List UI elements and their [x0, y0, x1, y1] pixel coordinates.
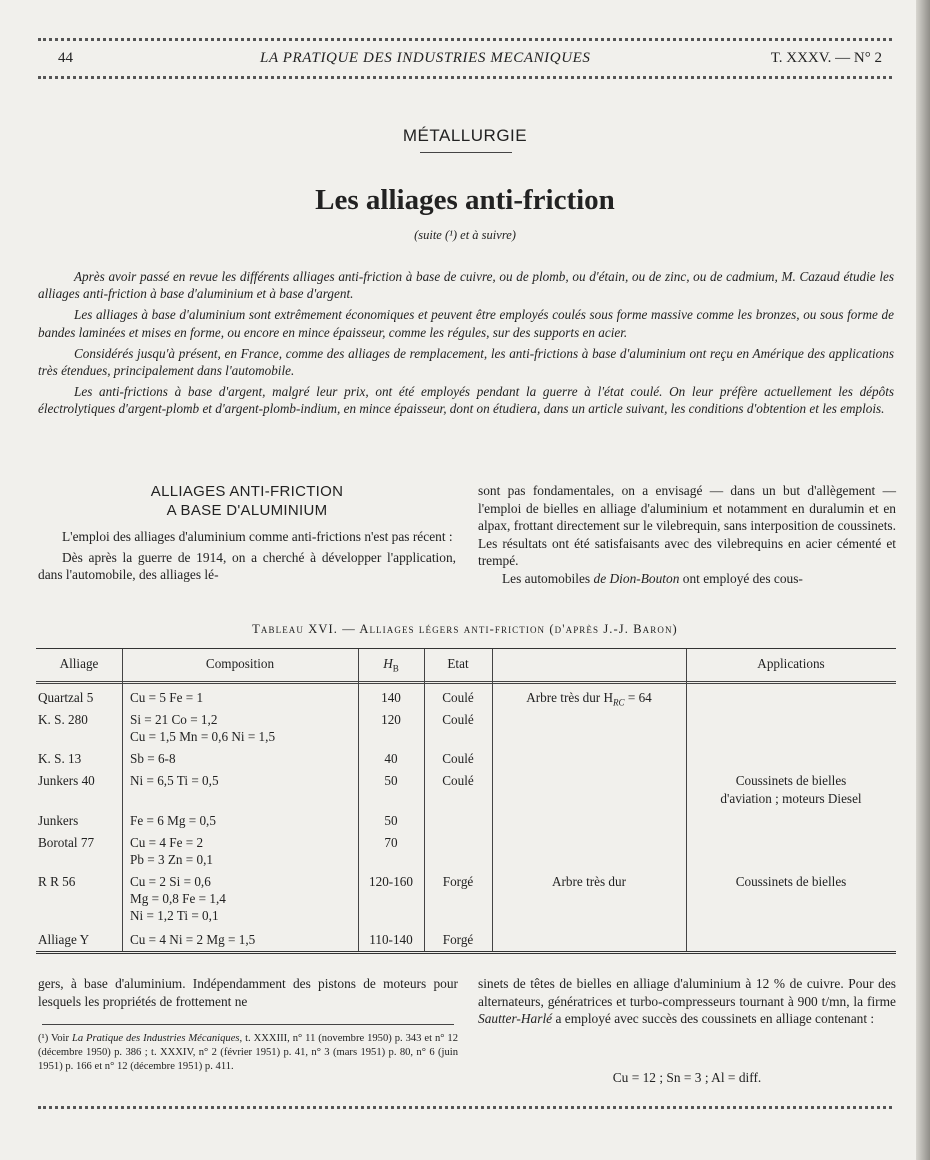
subsection-heading-line2: A BASE D'ALUMINIUM: [166, 502, 328, 519]
abstract-paragraph: Considérés jusqu'à présent, en France, comme des alliages de remplacement, les anti-frictions à base d'aluminium ont reçu en Amérique des applications très étendues, principalement dans l'automobile.: [38, 345, 894, 379]
right-column: [478, 482, 896, 587]
cell-composition: Sb = 6-8: [130, 751, 176, 766]
header-top-rule: [38, 38, 892, 41]
cell-alliage: Junkers 40: [38, 773, 95, 788]
cell-applications: Coussinets de bielles: [735, 874, 847, 889]
properties-subscript: RC: [613, 697, 625, 708]
abstract-paragraph: Après avoir passé en revue les différents alliages anti-friction à base de cuivre, ou de plomb, ou d'étain, ou de zinc, ou de cadmium, M. Cazaud étudie les alliages anti-friction à base d'aluminium et à base d'argent.: [38, 269, 894, 302]
cell-alliage: Junkers: [38, 813, 79, 828]
left-column: [38, 482, 456, 584]
text-run: ont employé des cous-: [679, 570, 803, 586]
header-bottom-rule: [38, 76, 892, 79]
cell-applications: Coussinets de bielles: [735, 773, 847, 788]
cell-composition: Pb = 3 Zn = 0,1: [130, 852, 214, 867]
footer-rule: [38, 1106, 892, 1109]
section-heading: MÉTALLURGIE: [402, 126, 528, 145]
article-subtitle: (suite (¹) et à suivre): [414, 228, 516, 242]
column-divider: [122, 649, 123, 951]
subsection-heading: [38, 482, 456, 520]
header-composition: Composition: [205, 656, 275, 671]
hardness-subscript: B: [392, 663, 399, 674]
cell-hardness: 50: [384, 773, 398, 788]
alloy-formula: Cu = 12 ; Sn = 3 ; Al = diff.: [612, 1070, 762, 1085]
cell-composition: Cu = 5 Fe = 1: [130, 690, 204, 705]
cell-etat: Coulé: [442, 773, 474, 788]
alloys-table: [36, 648, 896, 954]
abstract-paragraph: Les alliages à base d'aluminium sont extrêmement économiques et peuvent être employés coulés sous forme massive comme les bronzes, ou sous forme de bandes laminées et mises en forme, ou encore en mince épaisseur, comme les régules, sur des supports en acier.: [38, 307, 894, 340]
body-paragraph: Dès après la guerre de 1914, on a cherché à développer l'application, dans l'automobile, des alliages lé-: [38, 549, 456, 582]
properties-text: Arbre très dur H: [526, 690, 614, 705]
cell-alliage: K. S. 280: [38, 712, 88, 727]
cell-etat: Coulé: [442, 712, 474, 727]
text-run: Les automobiles: [502, 570, 594, 586]
firm-name: Sautter-Harlé: [478, 1011, 553, 1026]
cell-hardness: 40: [384, 751, 398, 766]
cell-composition: Cu = 4 Ni = 2 Mg = 1,5: [130, 932, 256, 947]
page-number: 44: [58, 50, 73, 66]
cell-alliage: Alliage Y: [38, 932, 90, 947]
body-paragraph: sont pas fondamentales, on a envisagé — dans un but d'allègement — l'emploi de bielles en alliage d'aluminium et notamment en duralumin et en alpax, frottant directement sur le vilebrequin, sans interposition de coussinets. Les résultats ont été satisfaisants avec des vilebrequins en acier cémenté et trempé.: [478, 483, 896, 568]
footnote-text: , t. XXXIII, n° 11 (novembre 1950) p. 343 et n° 12 (décembre 1950) p. 386 ; t. XXXIV, n° 2 (février 1951) p. 41, n° 3 (mars 1951) p. 80, n° 6 (juin 1951) p. 166 et n° 12 (décembre 1951) p. 411.: [38, 1033, 458, 1072]
cell-alliage: R R 56: [38, 874, 76, 889]
cell-hardness: 120-160: [369, 874, 413, 889]
cell-composition: Fe = 6 Mg = 0,5: [130, 813, 216, 828]
article-title: Les alliages anti-friction: [315, 184, 615, 216]
cell-composition: Mg = 0,8 Fe = 1,4: [130, 891, 226, 906]
cell-hardness: 50: [384, 813, 398, 828]
cell-composition: Ni = 6,5 Ti = 0,5: [130, 773, 219, 788]
table-caption: Tableau XVI. — Alliages légers anti-friction (d'après J.-J. Baron): [252, 622, 678, 636]
header-etat: Etat: [447, 656, 469, 671]
cell-properties: Arbre très dur: [552, 874, 626, 889]
text-run: sinets de têtes de bielles en alliage d'aluminium à 12 % de cuivre. Pour des alternateurs, génératrices et turbo-compresseurs tournant à 900 t/mn, la firme: [478, 976, 896, 1009]
cell-etat: Coulé: [442, 690, 474, 705]
footnote-rule: [42, 1024, 454, 1025]
brand-name: de Dion-Bouton: [593, 570, 680, 586]
footnote-journal: La Pratique des Industries Mécaniques: [71, 1033, 240, 1044]
cell-alliage: K. S. 13: [38, 751, 82, 766]
cell-hardness: 70: [384, 835, 398, 850]
body-paragraph: [478, 570, 896, 588]
cell-alliage: Borotal 77: [38, 835, 95, 850]
page-edge-shadow: [916, 0, 930, 1160]
cell-composition: Si = 21 Co = 1,2: [130, 712, 218, 727]
article-abstract: [38, 268, 894, 421]
section-underline: [420, 152, 512, 153]
body-paragraph: L'emploi des alliages d'aluminium comme anti-frictions n'est pas récent :: [62, 529, 453, 544]
footnote-text: (¹) Voir: [38, 1033, 72, 1044]
cell-applications: d'aviation ; moteurs Diesel: [720, 791, 862, 806]
hardness-symbol: H: [383, 656, 393, 671]
header-alliage: Alliage: [59, 656, 99, 671]
cell-alliage: Quartzal 5: [38, 690, 94, 705]
header-rule: [36, 681, 896, 684]
header-hardness: [358, 655, 424, 678]
text-run: a employé avec succès des coussinets en alliage contenant :: [552, 1011, 875, 1026]
journal-title: LA PRATIQUE DES INDUSTRIES MECANIQUES: [260, 50, 591, 66]
abstract-paragraph: Les anti-frictions à base d'argent, malgré leur prix, ont été employés pendant la guerre à l'état coulé. On leur préfère actuellement les dépôts électrolytiques d'argent-plomb et d'argent-plomb-indium, en mince épaisseur, dont on étudiera, dans un article suivant, les conditions d'obtention et les emplois.: [38, 383, 894, 417]
cell-hardness: 120: [381, 712, 401, 727]
properties-value: = 64: [624, 690, 652, 705]
cell-properties: [492, 689, 686, 712]
body-paragraph: gers, à base d'aluminium. Indépendamment des pistons de moteurs pour lesquels les propriétés de frottement ne: [38, 976, 458, 1009]
subsection-heading-line1: ALLIAGES ANTI-FRICTION: [150, 483, 344, 500]
header-applications: Applications: [757, 656, 825, 671]
issue-number: T. XXXV. — N° 2: [770, 50, 882, 66]
cell-etat: Forgé: [442, 874, 474, 889]
cell-composition: Cu = 1,5 Mn = 0,6 Ni = 1,5: [130, 729, 276, 744]
cell-etat: Forgé: [442, 932, 474, 947]
cell-composition: Ni = 1,2 Ti = 0,1: [130, 908, 219, 923]
footnote: [38, 1032, 458, 1074]
cell-composition: Cu = 2 Si = 0,6: [130, 874, 211, 889]
cell-hardness: 110-140: [369, 932, 413, 947]
body-paragraph: [478, 975, 896, 1028]
cell-composition: Cu = 4 Fe = 2: [130, 835, 204, 850]
cell-hardness: 140: [381, 690, 401, 705]
running-header: [50, 50, 882, 70]
cell-etat: Coulé: [442, 751, 474, 766]
